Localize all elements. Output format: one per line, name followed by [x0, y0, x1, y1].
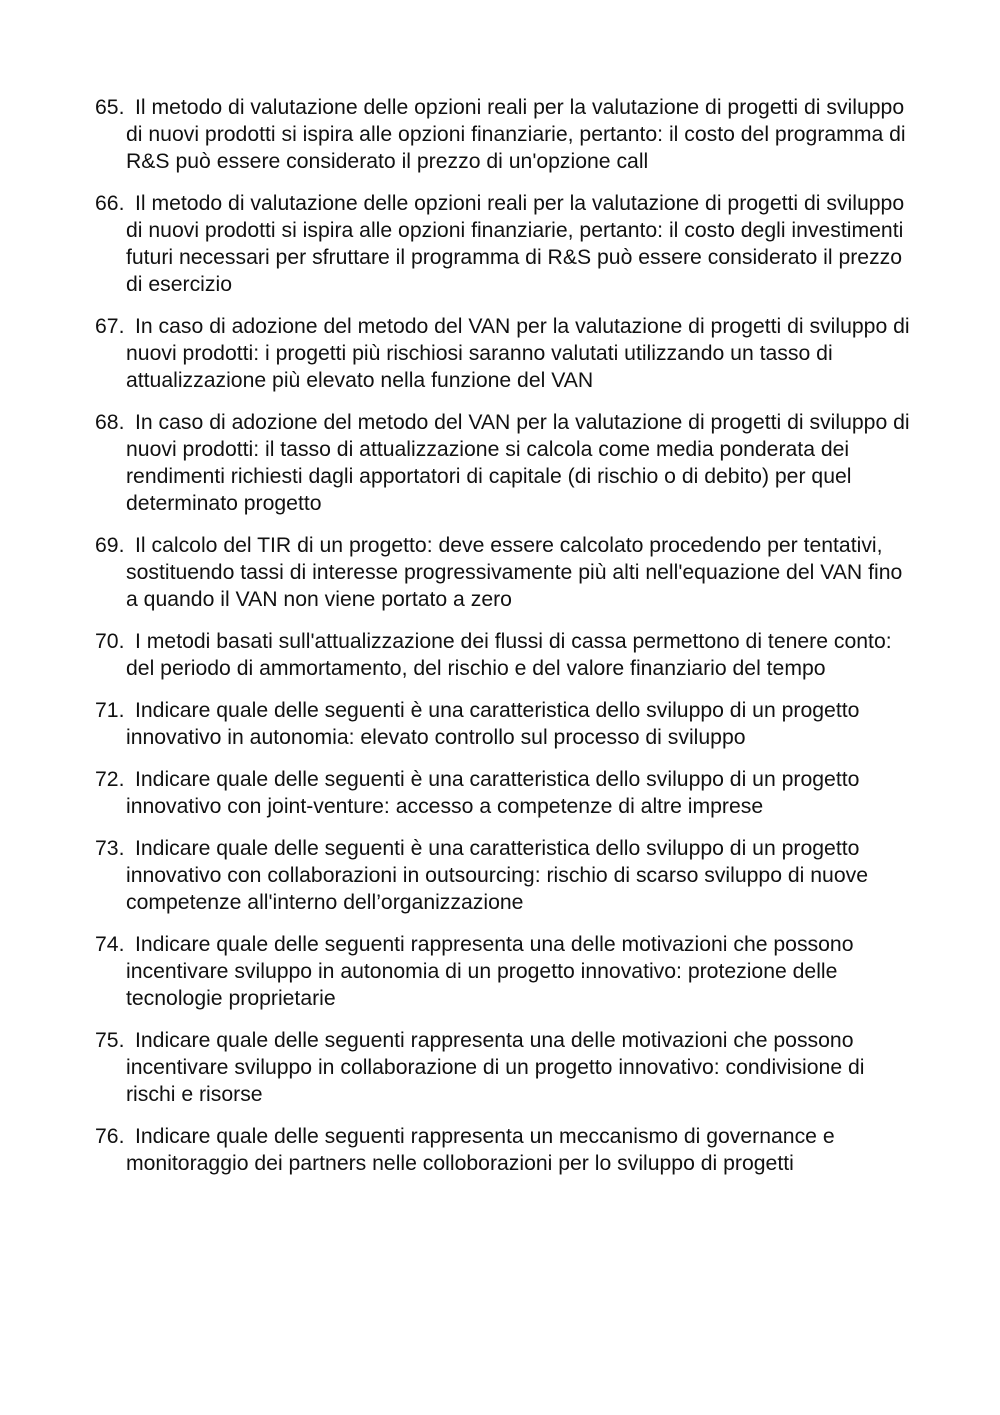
list-item — [95, 1027, 915, 1108]
list-item — [95, 190, 915, 298]
item-number: 73 . — [95, 835, 124, 862]
item-number: 66 . — [95, 190, 124, 217]
list-item — [95, 697, 915, 751]
item-number: 70 . — [95, 628, 124, 655]
item-text: Il metodo di valutazione delle opzioni reali per la valutazione di progetti di sviluppo di nuovi prodotti si ispira alle opzioni finanziarie, pertanto: il costo del programma di R&S può essere considerato il prezzo di un'opzione call — [126, 96, 906, 173]
item-number: 74 . — [95, 931, 124, 958]
item-number: 76 . — [95, 1123, 124, 1150]
item-text: Indicare quale delle seguenti rappresenta una delle motivazioni che possono incentivare sviluppo in collaborazione di un progetto innovativo: condivisione di rischi e risorse — [126, 1029, 865, 1106]
item-number: 65 . — [95, 94, 124, 121]
list-item — [95, 931, 915, 1012]
list-item — [95, 766, 915, 820]
list-item — [95, 409, 915, 517]
list-item — [95, 628, 915, 682]
item-text: Il metodo di valutazione delle opzioni reali per la valutazione di progetti di sviluppo di nuovi prodotti si ispira alle opzioni finanziarie, pertanto: il costo degli investimenti futuri necessari per sfruttare il programma di R&S può essere considerato il prezzo di esercizio — [126, 192, 905, 296]
list-item — [95, 313, 915, 394]
list-item — [95, 532, 915, 613]
list-item — [95, 1123, 915, 1177]
item-number: 72 . — [95, 766, 124, 793]
item-text: In caso di adozione del metodo del VAN per la valutazione di progetti di sviluppo di nuovi prodotti: il tasso di attualizzazione si calcola come media ponderata dei rendimenti richiesti dagli apportatori di capitale (di rischio o di debito) per quel determinato progetto — [126, 411, 910, 515]
item-number: 67 . — [95, 313, 124, 340]
item-text: Il calcolo del TIR di un progetto: deve essere calcolato procedendo per tentativi, sostituendo tassi di interesse progressivamente più alti nell'equazione del VAN fino a quando il VAN non viene portato a zero — [126, 534, 903, 611]
list-item — [95, 94, 915, 175]
item-number: 69 . — [95, 532, 124, 559]
item-text: Indicare quale delle seguenti rappresenta una delle motivazioni che possono incentivare sviluppo in autonomia di un progetto innovativo: protezione delle tecnologie proprietarie — [126, 933, 854, 1010]
item-text: In caso di adozione del metodo del VAN per la valutazione di progetti di sviluppo di nuovi prodotti: i progetti più rischiosi saranno valutati utilizzando un tasso di attualizzazione più elevato nella funzione del VAN — [126, 315, 910, 392]
item-number: 75 . — [95, 1027, 124, 1054]
item-text: Indicare quale delle seguenti è una caratteristica dello sviluppo di un progetto innovativo con joint-venture: accesso a competenze di altre imprese — [126, 768, 860, 818]
item-number: 68 . — [95, 409, 124, 436]
item-number: 71 . — [95, 697, 124, 724]
item-text: Indicare quale delle seguenti rappresenta un meccanismo di governance e monitoraggio dei partners nelle colloborazioni per lo sviluppo di progetti — [126, 1125, 835, 1175]
list-item — [95, 835, 915, 916]
item-text: I metodi basati sull'attualizzazione dei flussi di cassa permettono di tenere conto: del periodo di ammortamento, del rischio e del valore finanziario del tempo — [126, 630, 892, 680]
numbered-list — [95, 94, 915, 1192]
item-text: Indicare quale delle seguenti è una caratteristica dello sviluppo di un progetto innovativo in autonomia: elevato controllo sul processo di sviluppo — [126, 699, 860, 749]
item-text: Indicare quale delle seguenti è una caratteristica dello sviluppo di un progetto innovativo con collaborazioni in outsourcing: rischio di scarso sviluppo di nuove competenze all'interno dell’organizzazione — [126, 837, 868, 914]
